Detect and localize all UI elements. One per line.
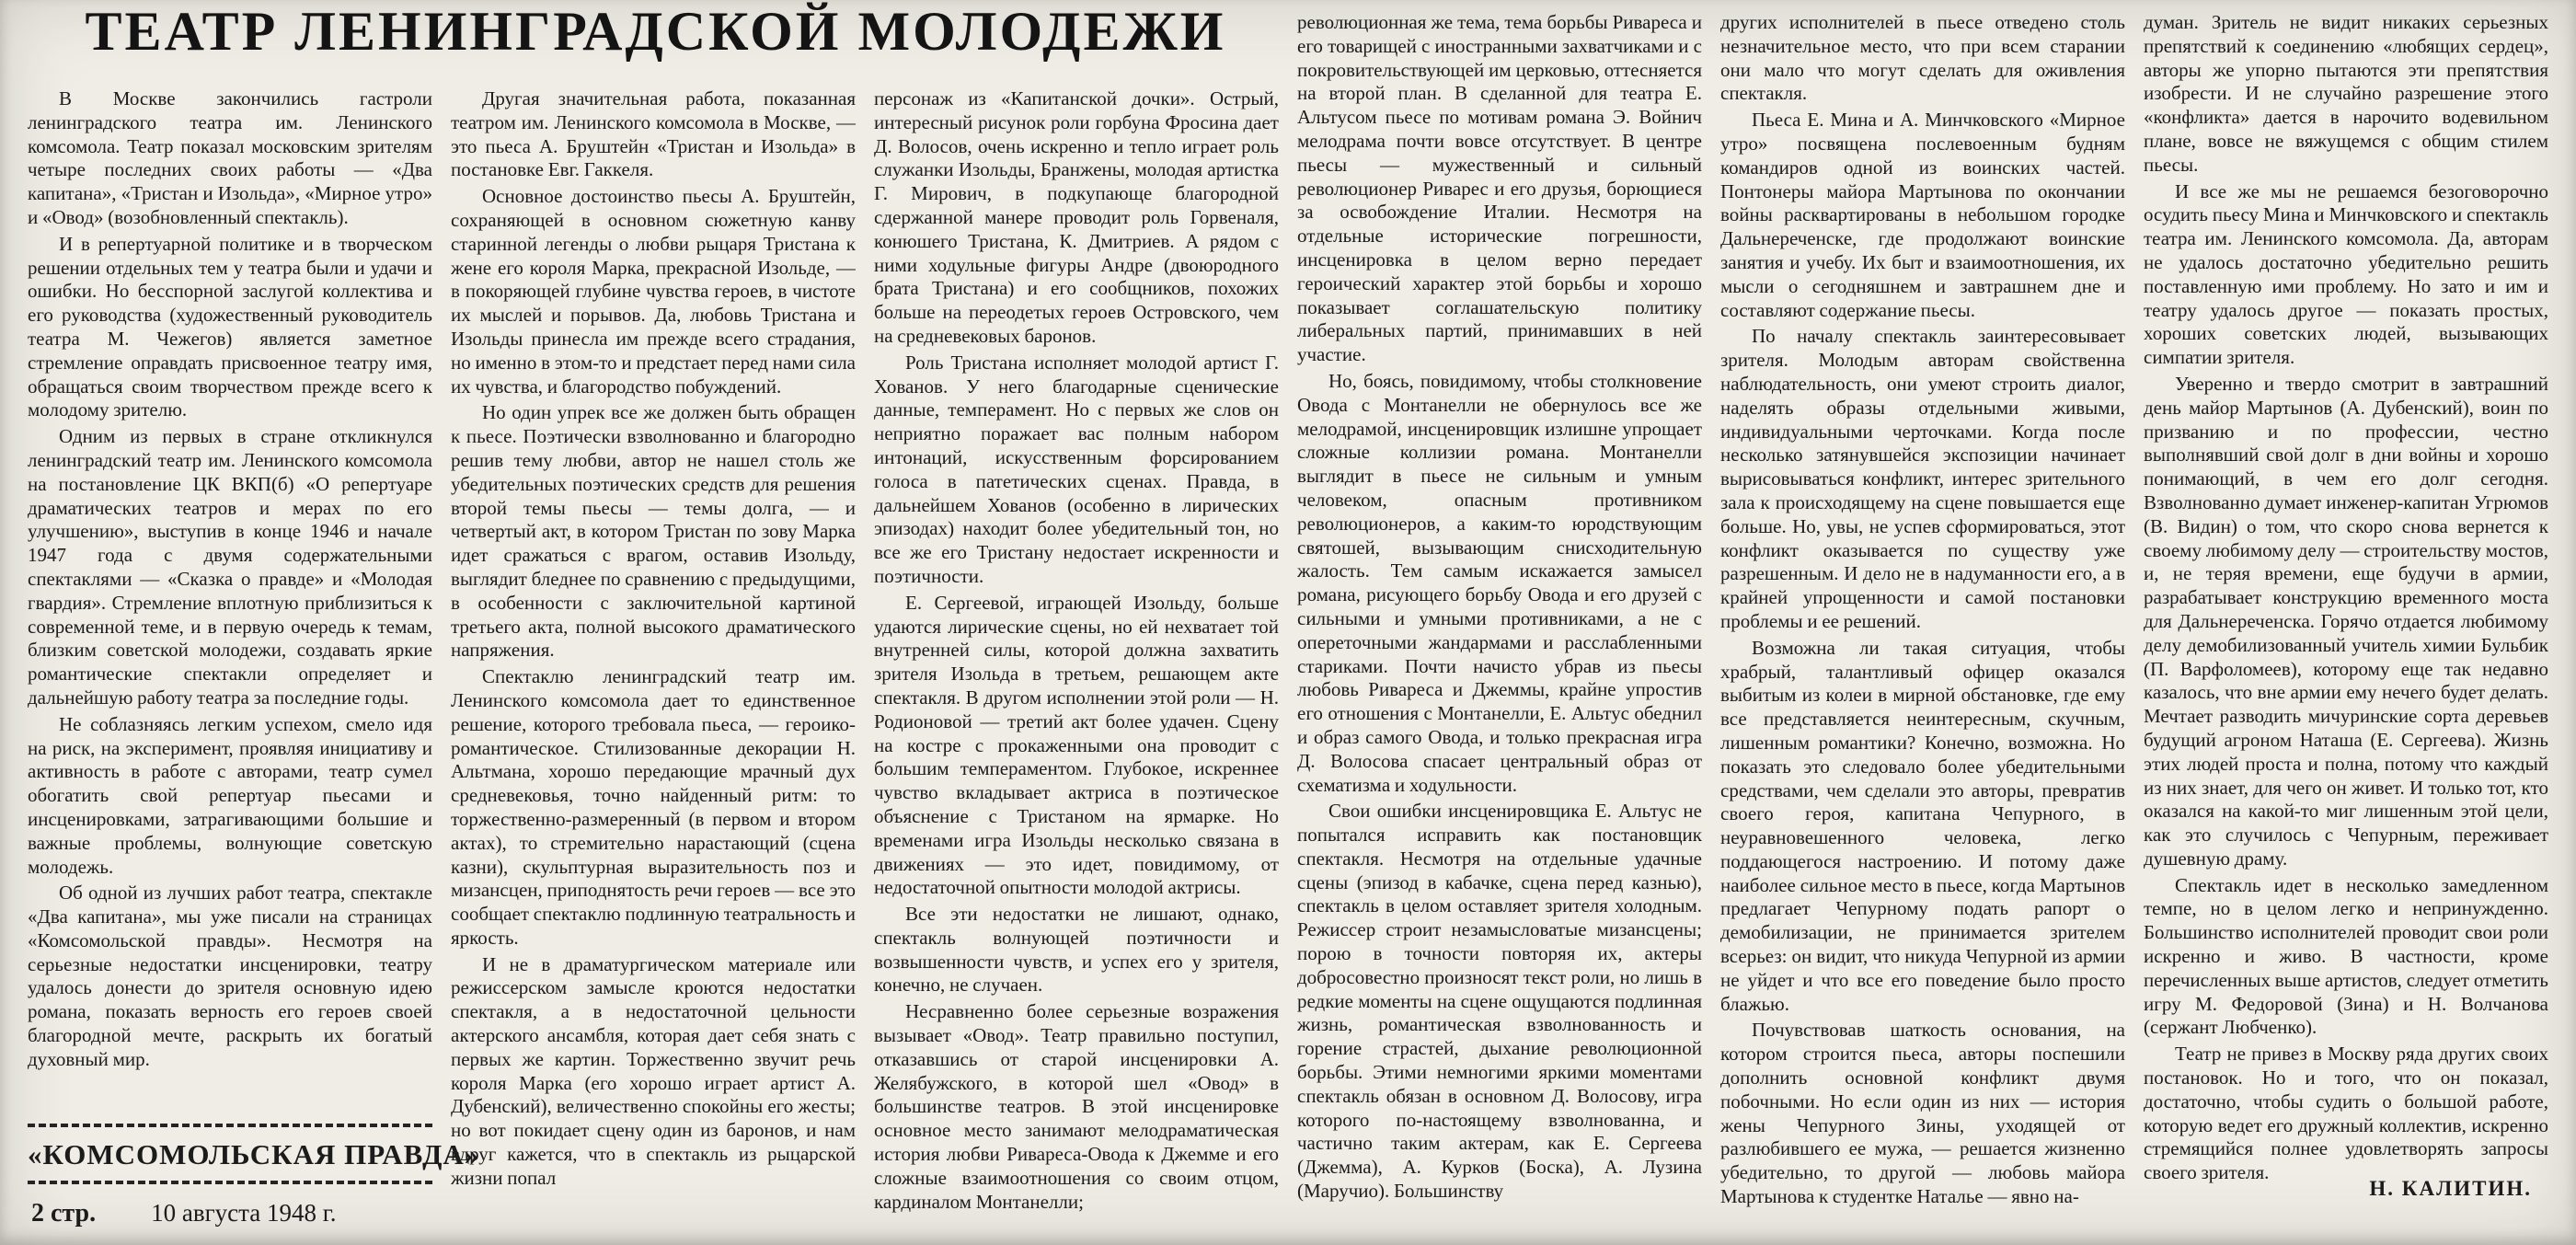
paragraph: По началу спектакль заинтересовывает зрителя. Молодым авторам свойственна наблюдательность, они умеют строить диалог, наделять образы отдельными живыми, индивидуальными черточками. Когда после несколько затянувшейся экспозиции начинает вырисовываться конфликт, интерес зрительного зала к происходящему на сцене повышается еще больше. Но, увы, не успев сформироваться, этот конфликт оказывается по существу уже разрешенным. И дело не в надуманности его, а в крайней упрощенности и самой постановки проблемы и ее решений. (1720, 325, 2125, 632)
paragraph: персонаж из «Капитанской дочки». Острый, интересный рисунок роли горбуна Фросина дает Д. Волосов, очень искренно и тепло играет роль служанки Изольды, Бранжены, молодая артистка Г. Мирович, в подкупающе благородной сдержанной манере проводит роль Горвеналя, конюшего Тристана, К. Дмитриев. А рядом с ними ходульные фигуры Андре (двоюродного брата Тристана) и его сообщников, похожих больше на переодетых героев Островского, чем на средневековых баронов. (874, 87, 1279, 347)
paragraph: Театр не привез в Москву ряда других своих постановок. Но и того, что он показал, достаточно, чтобы судить о большой работе, которую ведет его дружный коллектив, искренно стремящийся полнее удовлетворять запросы своего зрителя. (2144, 1043, 2548, 1184)
paragraph: думан. Зритель не видит никаких серьезных препятствий к соединению «любящих сердец», авторы же упорно пытаются эти препятствия изобрести. И не случайно разрешение этого «конфликта» дается в нарочито водевильном плане, вовсе не вяжущемся с общим стилем пьесы. (2144, 11, 2548, 176)
paragraph: Несравненно более серьезные возражения вызывает «Овод». Театр правильно поступил, отказавшись от старой инсценировки А. Желябужского, в которой шел «Овод» в большинстве театров. В этой инсценировке основное место занимают мелодраматическая история любви Ривареса-Овода к Джемме и его сложные взаимоотношения со своим отцом, кардиналом Монтанелли; (874, 1000, 1279, 1213)
newspaper-name: «КОМСОМОЛЬСКАЯ ПРАВДА» (28, 1138, 480, 1170)
article-column-2 (451, 87, 856, 1233)
paragraph: Не соблазняясь легким успехом, смело идя на риск, на эксперимент, проявляя инициативу и активность в работе с авторами, театр сумел обогатить свой репертуар пьесами и инсценировками, затрагивающими большие и важные проблемы, волнующие советскую молодежь. (28, 712, 432, 878)
paragraph: Свои ошибки инсценировщика Е. Альтус не попытался исправить как постановщик спектакля. Несмотря на отдельные удачные сцены (эпизод в кабачке, сцена перед казнью), спектакль в целом оставляет зрителя холодным. Режиссер строит незамысловатые мизансцены; порою в точности повторяя их, актеры добросовестно произносят текст роли, но лишь в редкие моменты на сцене ощущаются подлинная жизнь, романтическая взволнованность и горение страстей, дыхание революционной борьбы. Этими немногими яркими моментами спектакль обязан в основном Д. Волосову, игра которого по-настоящему взволнованна, и частично таким актерам, как Е. Сергеева (Джемма), А. Курков (Боска), А. Лузина (Маручио). Большинству (1297, 800, 1702, 1203)
paragraph: революционная же тема, тема борьбы Ривареса и его товарищей с иностранными захватчиками и с покровительствующей им церковью, оттесняется на второй план. В сделанной для театра Е. Альтусом пьесе по мотивам романа Э. Войнич мелодрама почти вовсе отсутствует. В центре пьесы — мужественный и сильный революционер Риварес и его друзья, борющиеся за освобождение Италии. Несмотря на отдельные исторические погрешности, инсценировка в целом верно передает героический характер этой борьбы и хорошо показывает соглашательскую политику либеральных партий, принимавших в ней участие. (1297, 11, 1702, 366)
paragraph: И в репертуарной политике и в творческом решении отдельных тем у театра были и удачи и ошибки. Но бесспорной заслугой коллектива и его руководства (художественный руководитель театра М. Чежегов) является заметное стремление оправдать присвоенное театру имя, обращаться своим творчеством прежде всего к молодому зрителю. (28, 232, 432, 421)
paragraph: Пьеса Е. Мина и А. Минчковского «Мирное утро» посвящена послевоенным будням командиров одной из воинских частей. Понтонеры майора Мартынова по окончании войны расквартированы в небольшом городке Дальнереченске, где продолжают воинские занятия и учебу. Их быт и взаимоотношения, их мысли о сегодняшнем и завтрашнем дне и составляют содержание пьесы. (1720, 109, 2125, 321)
paragraph: Роль Тристана исполняет молодой артист Г. Хованов. У него благодарные сценические данные, темперамент. Но с первых же слов он неприятно поражает вас полным набором интонаций, искусственным форсированием голоса в патетических сценах. Правда, в дальнейшем Хованов (особенно в лирических эпизодах) находит более убедительный тон, но все же его Тристану недостает искренности и поэтичности. (874, 351, 1279, 587)
footer-meta (28, 1190, 432, 1230)
paragraph: других исполнителей в пьесе отведено столь незначительное место, что при всем старании они мало что могут сделать для оживления спектакля. (1720, 11, 2125, 105)
author-signature: Н. КАЛИТИН. (2369, 1177, 2532, 1200)
article-column-5 (1720, 11, 2125, 1233)
ornament-rule-top (28, 1124, 432, 1127)
paragraph: Но, боясь, повидимому, чтобы столкновение Овода с Монтанелли не обернулось все же мелодрамой, инсценировщик излишне упрощает сложные коллизии романа. Монтанелли выглядит в пьесе не сильным и умным человеком, опасным противником революционеров, а каким-то юродствующим святошей, вызывающим снисходительную жалость. Тем самым искажается замысел романа, рисующего борьбу Овода и его друзей с сильными и умными противниками, а не с опереточными жандармами и расслабленными стариками. Почти начисто убрав из пьесы любовь Ривареса и Джеммы, крайне упростив его отношения с Монтанелли, Е. Альтус обеднил и образ самого Овода, и только прекрасная игра Д. Волосова спасает центральный образ от схематизма и ходульности. (1297, 369, 1702, 796)
page-number: 2 стр. (31, 1199, 97, 1228)
paragraph: Все эти недостатки не лишают, однако, спектакль волнующей поэтичности и возвышенности чувств, и успех его у зрителя, конечно, не случаен. (874, 903, 1279, 997)
paragraph: Но один упрек все же должен быть обращен к пьесе. Поэтически взволнованно и благородно решив тему любви, автор не нашел столь же убедительных поэтических средств для решения второй темы пьесы — темы долга, — и четвертый акт, в котором Тристан по зову Марка идет сражаться с врагом, оставив Изольду, выглядит бледнее по сравнению с предыдущими, в особенности с заключительной картиной третьего акта, полной высокого драматического напряжения. (451, 401, 856, 662)
paragraph: И не в драматургическом материале или режиссерском замысле кроются недостатки спектакля, а в недостаточной цельности актерского ансамбля, которая дает себя знать с первых же картин. Торжественно звучит речь короля Марка (его хорошо играет артист А. Дубенский), величественно спокойны его жесты; но вот покидает сцену один из баронов, и нам вдруг кажется, что в спектакль из рыцарской жизни попал (451, 952, 856, 1189)
article-column-1 (28, 87, 432, 1118)
article-column-4 (1297, 11, 1702, 1233)
article-headline: ТЕАТР ЛЕНИНГРАДСКОЙ МОЛОДЕЖИ (85, 1, 1226, 62)
paragraph: Уверенно и твердо смотрит в завтрашний день майор Мартынов (А. Дубенский), воин по призванию и по профессии, честно выполнявший свой долг в дни войны и хорошо понимающий, в чем его долг сегодня. Взволнованно думает инженер-капитан Угрюмов (В. Видин) о том, что скоро снова вернется к своему любимому делу — строительству мостов, и, не теряя времени, еще будучи в армии, разрабатывает конструкцию временного моста для Дальнереченска. Горячо отдается любимому делу демобилизованный учитель химии Бульбик (П. Варфоломеев), которому еще так недавно казалось, что вне армии ему нечего будет делать. Мечтает разводить мичуринские сорта деревьев будущий агроном Наташа (Е. Сергеева). Жизнь этих людей проста и полна, потому что каждый из них знает, для чего он живет. И только тот, кто оказался на какой-то миг лишенным этой цели, как это случилось с Чепурным, переживает душевную драму. (2144, 372, 2548, 870)
paragraph: Одним из первых в стране откликнулся ленинградский театр им. Ленинского комсомола на постановление ЦК ВКП(б) «О репертуаре драматических театров и мерах по его улучшению», выступив в конце 1946 и начале 1947 года с двумя содержательными спектаклями — «Сказка о правде» и «Молодая гвардия». Стремление вплотную приблизиться к современной теме, и в первую очередь к темам, близким советской молодежи, создавать яркие романтические спектакли определяет и дальнейшую работу театра за последние годы. (28, 425, 432, 709)
paragraph: Е. Сергеевой, играющей Изольду, больше удаются лирические сцены, но ей нехватает той внутренней силы, которой должна захватить зрителя Изольда в третьем, решающем акте спектакля. В другом исполнении этой роли — Н. Родионовой — третий акт более удачен. Сцену на костре с прокаженными она проводит с большим темпераментом. Глубокое, искреннее чувство вкладывает актриса в поэтическое объяснение с Тристаном на ярмарке. Но временами игра Изольды несколько связана в движениях — это идет, повидимому, от недостаточной опытности молодой актрисы. (874, 591, 1279, 899)
newspaper-footer (28, 1118, 480, 1230)
paragraph: Другая значительная работа, показанная театром им. Ленинского комсомола в Москве, — это пьеса А. Бруштейн «Тристан и Изольда» в постановке Евг. Гаккеля. (451, 87, 856, 181)
paragraph: Спектакль идет в несколько замедленном темпе, но в целом легко и непринужденно. Большинство исполнителей проводит свои роли искренно и живо. В частности, кроме перечисленных выше артистов, следует отметить игру М. Федоровой (Зина) и Н. Волчанова (сержант Любченко). (2144, 873, 2548, 1039)
paragraph: В Москве закончились гастроли ленинградского театра им. Ленинского комсомола. Театр показал московским зрителям четыре последних своих работы — «Два капитана», «Тристан и Изольда», «Мирное утро» и «Овод» (возобновленный спектакль). (28, 87, 432, 228)
article-column-3 (874, 87, 1279, 1233)
paragraph: Об одной из лучших работ театра, спектакле «Два капитана», мы уже писали на страницах «Комсомольской правды». Несмотря на серьезные недостатки инсценировки, театру удалось донести до зрителя основную идею романа, показать верность его героев своей благородной мечте, раскрыть их богатый духовный мир. (28, 882, 432, 1070)
paragraph: Возможна ли такая ситуация, чтобы храбрый, талантливый офицер оказался выбитым из колеи в мирной обстановке, где ему все представляется неинтересным, скучным, лишенным романтики? Конечно, возможна. Но показать это следовало более убедительными средствами, чем сделали это авторы, превратив своего героя, капитана Чепурного, в неуравновешенного человека, легко поддающегося настроению. И потому даже наиболее сильное место в пьесе, когда Мартынов предлагает Чепурному подать рапорт о демобилизации, не принимается зрителем всерьез: он видит, что никуда Чепурной из армии не уйдет и что все его поведение было просто блажью. (1720, 636, 2125, 1015)
issue-date: 10 августа 1948 г. (151, 1199, 337, 1227)
ornament-rule-bottom (28, 1181, 432, 1184)
paragraph: Основное достоинство пьесы А. Бруштейн, сохраняющей в основном сюжетную канву старинной легенды о любви рыцаря Тристана к жене его короля Марка, прекрасной Изольде, — в покоряющей глубине чувства героев, в чистоте их мыслей и порывов. Да, любовь Тристана и Изольды принесла им прежде всего страдания, но именно в этом-то и предстает перед нами сила их чувства, и благородство побуждений. (451, 185, 856, 398)
paragraph: Почувствовав шаткость основания, на котором строится пьеса, авторы поспешили дополнить основной конфликт двумя побочными. Но если один из них — история жены Чепурного Зины, уходящей от разлюбившего ее мужа, — решается жизненно убедительно, то другой — любовь майора Мартынова к студентке Наталье — явно на- (1720, 1019, 2125, 1208)
article-column-6 (2144, 11, 2548, 1189)
paragraph: Спектаклю ленинградский театр им. Ленинского комсомола дает то единственное решение, которого требовала пьеса, — героико-романтическое. Стилизованные декорации Н. Альтмана, хорошо передающие мрачный дух средневековья, точно найденный ритм: то торжественно-размеренный (в первом и втором актах), то стремительно нарастающий (сцена казни), скульптурная выразительность поз и мизансцен, приподнятость речи героев — все это сообщает спектаклю подлинную театральность и яркость. (451, 665, 856, 949)
paragraph: И все же мы не решаемся безоговорочно осудить пьесу Мина и Минчковского и спектакль театра им. Ленинского комсомола. Да, авторам не удалось достаточно убедительно решить поставленную ими проблему. Но зато и им и театру удалось другое — показать простых, хороших советских людей, вызывающих симпатии зрителя. (2144, 179, 2548, 369)
